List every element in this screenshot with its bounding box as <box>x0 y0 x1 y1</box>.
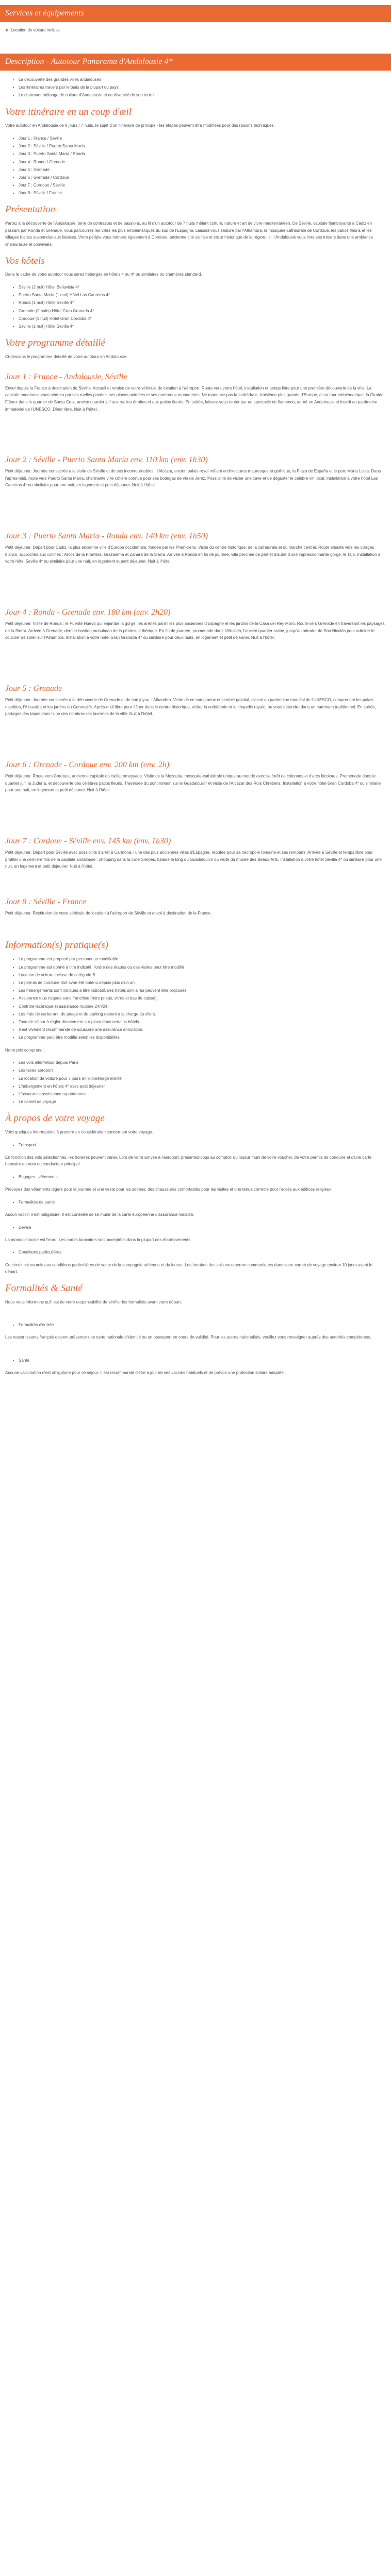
formalites-intro: Nous vous informons qu'il est de votre responsabilité de vérifier les formalités avant votre départ. <box>5 1299 182 1304</box>
list-item: • Jour 5 : Grenade <box>19 166 386 174</box>
list-item: • Devise <box>19 1224 386 1231</box>
location-row <box>0 22 391 40</box>
list-item: • Puerto Santa María (1 nuit) Hôtel Las Canteras 4* <box>19 291 386 299</box>
list-item: • Séville (2 nuit) Hôtel Bellavista 4* <box>19 283 386 291</box>
list-item: • La location de voiture pour 7 jours en kilométrage illimité <box>19 1075 386 1082</box>
day-text: Petit déjeuner. Journée consacrée à la découverte de Grenade et de son joyau, l'Alhambra. Visite de ce somptueux ensemble palatial, classé au patrimoine mondial de l'UNESCO, comprenant les palais nasrides, l'Alcazaba et les jardins du Generalife. Après-midi libre pour flâner dans le centre historique, visiter la cathédrale et la chapelle royale, ou vous détendre dans un hammam traditionnel. En soirée, partagez des tapas dans l'une des nombreuses tavernes de la ville. Nuit à l'hôtel. <box>5 698 376 717</box>
list-item: • Jour 8 : Séville / France <box>19 189 386 197</box>
list-item: • Taxe de séjour à régler directement sur place dans certains hôtels. <box>19 1018 386 1026</box>
day-text: Envol depuis la France à destination de Séville. Accueil et remise de votre véhicule de location à l'aéroport. Route vers votre hôtel, installation et temps libre pour une première découverte de la ville. La capitale andalouse vous séduira par ses ruelles pavées, ses places animées et ses nombreux monuments. Ne manquez pas la cathédrale, troisième plus grande d'Europe, et sa tour emblématique, la Giralda. Flânez dans le quartier de Santa Cruz, ancien quartier juif aux ruelles étroites et aux patios fleuris. En soirée, laissez-vous tenter par un spectacle de flamenco, art né en Andalousie et inscrit au patrimoine immatériel de l'UNESCO. Dîner libre. Nuit à l'hôtel. <box>5 385 385 412</box>
extra-devise-text: La monnaie locale est l'euro. Les cartes bancaires sont acceptées dans la plupart des établissements. <box>5 1237 192 1242</box>
presentation-title: Présentation <box>5 204 56 215</box>
list-item: • L'assurance assistance rapatriement <box>19 1090 386 1098</box>
list-item: • Jour 1 : France / Séville <box>19 134 386 142</box>
formalites-health <box>5 1357 386 1364</box>
program-intro: Ci-dessous le programme détaillé de votre autotour en Andalousie. <box>5 354 127 359</box>
list-item: • Transport <box>19 1141 386 1149</box>
formalites-passport <box>5 1321 386 1329</box>
formalites-title: Formalités & Santé <box>5 1282 83 1294</box>
day-text: Petit déjeuner. Visite de Ronda : le Puente Nuevo qui enjambe la gorge, les arènes parmi les plus anciennes d'Espagne et les jardins de la Casa del Rey Moro. Route vers Grenade en traversant les paysages de la Sierra. Arrivée à Grenade, dernier bastion musulman de la péninsule Ibérique. En fin de journée, promenade dans l'Albaicín, l'ancien quartier arabe, jusqu'au mirador de San Nicolás pour admirer le coucher de soleil sur l'Alhambra. Installation à votre hôtel Gran Granada 4* ou similaire pour deux nuits, en logement et petit déjeuner. Nuit à l'hôtel. <box>5 621 385 640</box>
extra-devise <box>5 1224 386 1231</box>
list-item: • Les hébergements sont indiqués à titre indicatif, des hôtels similaires peuvent être proposés. <box>19 987 386 994</box>
list-item: • Jour 6 : Grenade / Cordoue <box>19 174 386 181</box>
program-title: Votre programme détaillé <box>5 337 105 349</box>
list-item: • Il est vivement recommandé de souscrire une assurance annulation. <box>19 1026 386 1033</box>
extra-formalites <box>5 1198 386 1206</box>
list-item: • Les frais de carburant, de péage et de parking restent à la charge du client. <box>19 1010 386 1018</box>
price-list <box>5 1059 386 1106</box>
day-title: Jour 4 : Ronda - Grenade env. 180 km (env. 2h20) <box>5 608 171 617</box>
extra-title: À propos de votre voyage <box>5 1113 105 1124</box>
list-item: • L'hébergement en hôtels 4* avec petit déjeuner <box>19 1082 386 1090</box>
list-item: • Formalités de santé <box>19 1198 386 1206</box>
extra-intro: Voici quelques informations à prendre en considération concernant votre voyage. <box>5 1130 153 1135</box>
extra-transport-text: En fonction des vols sélectionnés, les horaires peuvent varier. Lors de votre arrivée à l'aéroport, présentez-vous au comptoir du loueur muni de votre voucher, de votre permis de conduire et d'une carte bancaire au nom du conducteur principal. <box>5 1155 372 1167</box>
list-item: • Santé <box>19 1357 386 1364</box>
list-item: • Le carnet de voyage <box>19 1098 386 1106</box>
list-item: • Jour 3 : Puerto Santa María / Ronda <box>19 150 386 158</box>
intro-days <box>5 134 386 197</box>
extra-conditions-text: Ce circuit est soumis aux conditions particulières de vente de la compagnie aérienne et du loueur. Les horaires des vols vous seront communiqués dans votre carnet de voyage environ 10 jours avant le départ. <box>5 1262 372 1275</box>
list-item: • Le permis de conduire doit avoir été obtenu depuis plus d'un an. <box>19 979 386 987</box>
list-item: • Le programme peut être modifié selon les disponibilités. <box>19 1033 386 1041</box>
description-band: Description - Autotour Panorama d'Andalousie 4* <box>0 54 391 71</box>
presentation-text: Partez à la découverte de l'Andalousie, terre de contrastes et de passions, au fil d'un autotour de 7 nuits mêlant culture, nature et art de vivre méditerranéen. De Séville, capitale flamboyante à Cádiz en passant par Ronda et Grenade, vous parcourrez les villes les plus emblématiques du sud de l'Espagne. Laissez-vous séduire par l'Alhambra, la mosquée-cathédrale de Cordoue, les patios fleuris et les villages blancs suspendus aux falaises. Votre périple vous mènera également à Cordoue, ancienne cité califale et cœur historique de la région. Ici, l'Andalousie vous livre ses trésors dans une ambiance chaleureuse et conviviale. <box>5 221 373 247</box>
list-item: • Le programme est proposé par personne et modifiable. <box>19 955 386 963</box>
day-text: Petit déjeuner. Journée consacrée à la visite de Séville et de ses incontournables : l'Alcázar, ancien palais royal mêlant architectures mauresque et gothique, la Plaza de España et le parc María Luisa. Dans l'après-midi, route vers Puerto Santa María, charmante ville côtière connue pour ses bodegas de vin de Jerez. Possibilité de visiter une cave et de déguster le célèbre vin local. Installation à votre hôtel Las Canteras 4* ou similaire pour une nuit, en logement et petit déjeuner. Nuit à l'hôtel. <box>5 469 381 488</box>
list-item: • Jour 4 : Ronda / Grenade <box>19 158 386 166</box>
location-label: Location de voiture incluse <box>11 28 60 32</box>
list-item: • Grenade (2 nuits) Hôtel Gran Granada 4* <box>19 307 386 315</box>
price-title: Notre prix comprend : <box>5 1047 45 1053</box>
extra-bagages-text: Prévoyez des vêtements légers pour la journée et une veste pour les soirées, des chaussures confortables pour les visites et une tenue correcte pour l'accès aux édifices religieux. <box>5 1187 333 1192</box>
hotels-list <box>5 283 386 330</box>
intro-title: Votre itinéraire en un coup d'œil <box>5 106 132 117</box>
list-item: • Les vols aller/retour depuis Paris <box>19 1059 386 1066</box>
formalites-passport-text: Les ressortissants français doivent présenter une carte nationale d'identité ou un passeport en cours de validité. Pour les autres nationalités, veuillez vous renseigner auprès des autorités compétentes. <box>5 1335 371 1340</box>
info-list <box>5 955 386 1041</box>
extra-bagages <box>5 1173 386 1181</box>
day-title: Jour 5 : Grenade <box>5 684 62 693</box>
content <box>0 71 391 1392</box>
services-band: Services et équipements <box>0 5 391 22</box>
day-text: Petit déjeuner. Départ pour Séville avec possibilité d'arrêt à Carmona, l'une des plus anciennes villes d'Espagne, réputée pour sa nécropole romaine et ses remparts. Arrivée à Séville et temps libre pour profiter une dernière fois de la capitale andalouse : shopping dans la calle Sierpes, balade le long du Guadalquivir ou visite du musée des Beaux-Arts. Installation à votre hôtel Sevilla 4* ou similaire pour une nuit, en logement et petit déjeuner. Nuit à l'hôtel. <box>5 850 382 869</box>
car-icon: ● <box>5 27 9 33</box>
description-bullets <box>5 76 386 99</box>
extra-transport <box>5 1141 386 1149</box>
intro-text: Votre autotour en Andalousie de 8 jours / 7 nuits, le sujet d'un itinéraire de principe - les étapes peuvent être modifiées pour des raisons techniques. <box>5 123 275 128</box>
hotels-title: Vos hôtels <box>5 255 45 266</box>
day-title: Jour 8 : Séville - France <box>5 897 86 906</box>
list-item: • Jour 7 : Cordoue / Séville <box>19 181 386 189</box>
extra-formalites-text: Aucun vaccin n'est obligatoire. Il est conseillé de se munir de la carte européenne d'assurance maladie. <box>5 1212 194 1217</box>
day-text: Petit déjeuner. Restitution de votre véhicule de location à l'aéroport de Séville et envol à destination de la France. <box>5 911 212 916</box>
list-item: • Jour 2 : Séville / Puerto Santa María <box>19 142 386 150</box>
list-item: • Contrôle technique et assistance routière 24h/24. <box>19 1003 386 1010</box>
day-text: Petit déjeuner. Départ pour Cádiz, la plus ancienne ville d'Europe occidentale, fondée par les Phéniciens. Visite du centre historique, de la cathédrale et du marché central. Route ensuite vers les villages blancs, accrochés aux collines : Arcos de la Frontera, Grazalema et Zahara de la Sierra. Arrivée à Ronda en fin de journée, ville perchée de part et d'autre d'une impressionnante gorge, le Tajo. Installation à votre hôtel Seville 4* ou similaire pour une nuit, en logement et petit déjeuner. Nuit à l'hôtel. <box>5 545 381 564</box>
list-item: • Formalités d'entrée <box>19 1321 386 1329</box>
list-item: • Séville (1 nuit) Hôtel Sevilla 4* <box>19 323 386 330</box>
list-item: • Les taxes aéroport <box>19 1066 386 1074</box>
formalites-health-text: Aucune vaccination n'est obligatoire pour ce séjour. Il est recommandé d'être à jour de ses vaccins habituels et de prévoir une protection solaire adaptée. <box>5 1370 285 1376</box>
info-title: Information(s) pratique(s) <box>5 939 109 951</box>
day-title: Jour 3 : Puerto Santa María - Ronda env. 140 km (env. 1h50) <box>5 532 208 541</box>
list-item: • Location de voiture incluse de catégorie B. <box>19 971 386 979</box>
day-title: Jour 1 : France - Andalousie, Séville <box>5 372 127 381</box>
list-item: • La découverte des grandes villes andalouses <box>19 76 386 83</box>
list-item: • Ronda (1 nuit) Hôtel Seville 4* <box>19 299 386 307</box>
list-item: • Les itinéraires travers par le biais de la plupart du pays <box>19 83 386 91</box>
list-item: • Assurance tous risques sans franchise (hors pneus, vitres et bas de caisse). <box>19 994 386 1002</box>
list-item: • Bagages - vêtements <box>19 1173 386 1181</box>
hotels-text: Dans le cadre de votre autotour vous serez hébergés en hôtels 4 ou 4* ou similaires ou chambres standard. <box>5 272 202 277</box>
list-item: • Cordoue (1 nuit) Hôtel Gran Cordoba 4* <box>19 315 386 323</box>
day-text: Petit déjeuner. Route vers Cordoue, ancienne capitale du califat omeyyade. Visite de la Mezquita, mosquée-cathédrale unique au monde avec sa forêt de colonnes et d'arcs bicolores. Promenade dans le quartier juif, la Judería, et découverte des célèbres patios fleuris. Traversée du pont romain sur le Guadalquivir et visite de l'Alcázar des Rois Chrétiens. Installation à votre hôtel Gran Cordoba 4* ou similaire pour une nuit, en logement et petit déjeuner. Nuit à l'hôtel. <box>5 774 381 793</box>
list-item: • Le charmant mélange de culture d'Andalousie et de diversité de son terroir <box>19 91 386 99</box>
day-title: Jour 2 : Séville - Puerto Santa María env. 110 km (env. 1h30) <box>5 455 208 465</box>
day-title: Jour 7 : Cordoue - Séville env. 145 km (env. 1h30) <box>5 836 171 845</box>
day-title: Jour 6 : Grenade - Cordoue env. 200 km (env. 2h) <box>5 760 170 769</box>
list-item: • Conditions particulières <box>19 1248 386 1256</box>
extra-conditions <box>5 1248 386 1256</box>
list-item: • Le programme est donné à titre indicatif, l'ordre des étapes ou des visites peut être modifié. <box>19 963 386 971</box>
